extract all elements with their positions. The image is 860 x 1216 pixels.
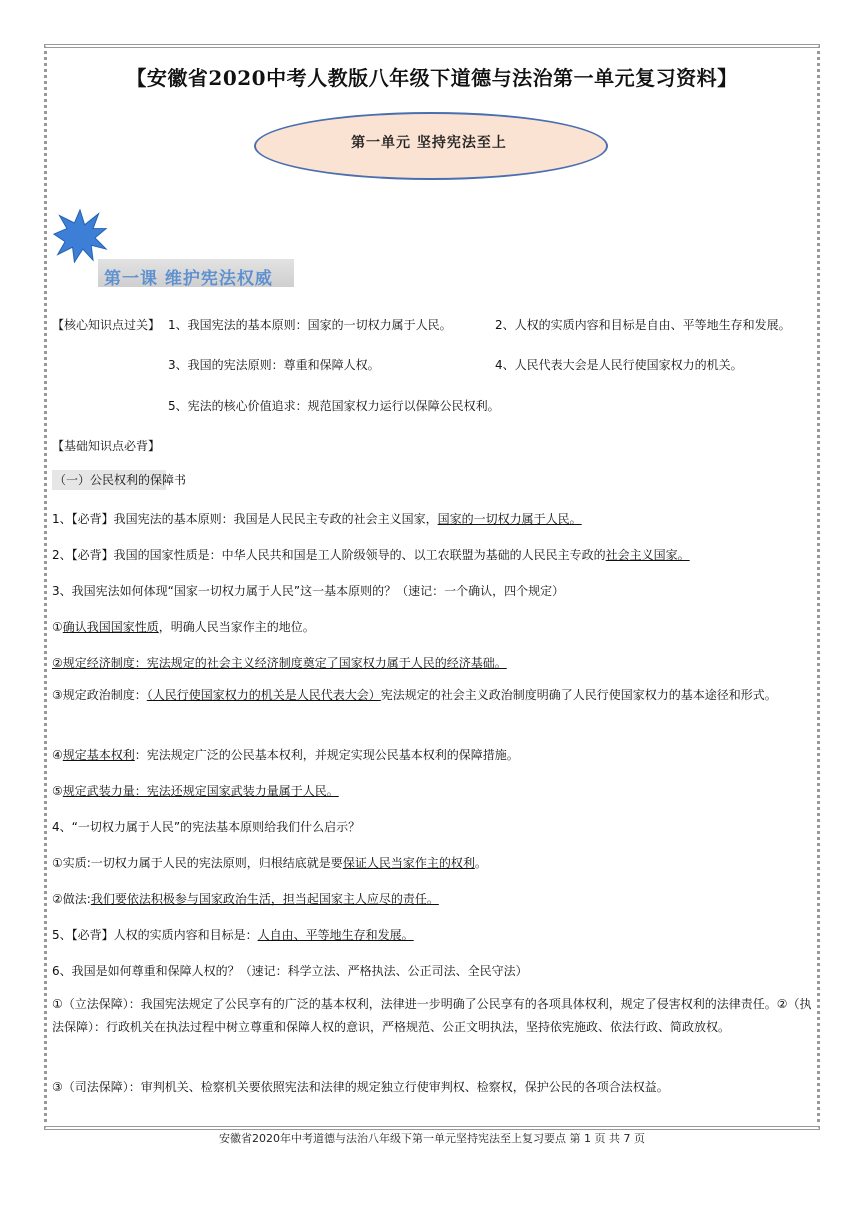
section-title: （一）公民权利的保障书 (54, 473, 187, 487)
confirm-1-num: ① (52, 620, 63, 634)
core-item-3: 3、我国的宪法原则：尊重和保障人权。 (168, 358, 380, 372)
item-5-underline: 人自由、平等地生存和发展。 (257, 928, 414, 942)
insight-1-text: ①实质:一切权力属于人民的宪法原则，归根结底就是要 (52, 856, 343, 870)
rule-armed-num: ⑤ (52, 784, 63, 798)
rule-political (52, 684, 817, 707)
rule-rights-underline: 规定基本权利 (62, 748, 135, 762)
basic-label: 【基础知识点必背】 (52, 439, 161, 453)
unit-title: 第一单元 坚持宪法至上 (351, 135, 507, 151)
guarantee-legislative-executive: ①（立法保障）：我国宪法规定了公民享有的广泛的基本权利，法律进一步明确了公民享有的各项具体权利，规定了侵害权利的法律责任。②（执法保障）：行政机关在执法过程中树立尊重和保障人权的意识，严格规范、公正文明执法，坚持依宪施政、依法行政、简政放权。 (52, 997, 812, 1034)
rule-armed (52, 782, 339, 800)
insight-1-end: 。 (474, 856, 487, 870)
item-5 (52, 926, 414, 944)
insight-1 (52, 854, 487, 872)
rule-rights (52, 746, 519, 764)
rule-armed-underline: 规定武装力量：宪法还规定国家武装力量属于人民。 (62, 784, 339, 798)
page-footer: 安徽省2020年中考道德与法治八年级下第一单元坚持宪法至上复习要点 第 1 页 共 7 页 (219, 1132, 645, 1145)
item-2 (52, 546, 690, 564)
rule-rights-text: ：宪法规定广泛的公民基本权利，并规定实现公民基本权利的保障措施。 (134, 748, 519, 762)
insight-2 (52, 890, 439, 908)
confirm-1-underline: 确认我国国家性质 (62, 620, 159, 634)
item-4: 4、“一切权力属于人民”的宪法基本原则给我们什么启示？ (52, 820, 361, 834)
item-2-underline: 社会主义国家。 (605, 548, 690, 562)
starburst-icon (52, 208, 108, 264)
confirm-1-text: ，明确人民当家作主的地位。 (158, 620, 315, 634)
confirm-1 (52, 618, 315, 636)
rule-political-text: 宪法规定的社会主义政治制度明确了人民行使国家权力的基本途径和形式。 (380, 688, 777, 702)
core-label: 【核心知识点过关】 (52, 318, 161, 332)
core-item-4: 4、人民代表大会是人民行使国家权力的机关。 (495, 358, 743, 372)
item-1-text: 1、【必背】我国宪法的基本原则：我国是人民民主专政的社会主义国家， (52, 512, 438, 526)
item-1 (52, 510, 582, 528)
item-3: 3、我国宪法如何体现“国家一切权力属于人民”这一基本原则的？（速记：一个确认，四个规定） (52, 584, 565, 598)
guarantee-judicial: ③（司法保障）：审判机关、检察机关要依照宪法和法律的规定独立行使审判权、检察权，保护公民的各项合法权益。 (52, 1080, 669, 1094)
insight-1-underline: 保证人民当家作主的权利 (342, 856, 475, 870)
lesson-title: 第一课 维护宪法权威 (104, 269, 273, 289)
core-item-5: 5、宪法的核心价值追求：规范国家权力运行以保障公民权利。 (168, 399, 500, 413)
rule-political-underline: （人民行使国家权力的机关是人民代表大会） (146, 688, 381, 702)
insight-2-label: ②做法: (52, 892, 91, 906)
rule-rights-num: ④ (52, 748, 63, 762)
rule-political-label: ③规定政治制度： (52, 688, 147, 702)
item-5-text: 5、【必背】人权的实质内容和目标是： (52, 928, 258, 942)
rule-economic: ②规定经济制度：宪法规定的社会主义经济制度奠定了国家权力属于人民的经济基础。 (52, 656, 507, 670)
core-item-2: 2、人权的实质内容和目标是自由、平等地生存和发展。 (495, 318, 791, 332)
item-6: 6、我国是如何尊重和保障人权的？（速记：科学立法、严格执法、公正司法、全民守法） (52, 964, 528, 978)
document-title: 【安徽省2020中考人教版八年级下道德与法治第一单元复习资料】 (126, 66, 738, 90)
insight-2-underline: 我们要依法积极参与国家政治生活，担当起国家主人应尽的责任。 (90, 892, 439, 906)
core-item-1: 1、我国宪法的基本原则：国家的一切权力属于人民。 (168, 318, 452, 332)
item-1-underline: 国家的一切权力属于人民。 (437, 512, 582, 526)
item-2-text: 2、【必背】我国的国家性质是：中华人民共和国是工人阶级领导的、以工农联盟为基础的人民民主专政的 (52, 548, 606, 562)
